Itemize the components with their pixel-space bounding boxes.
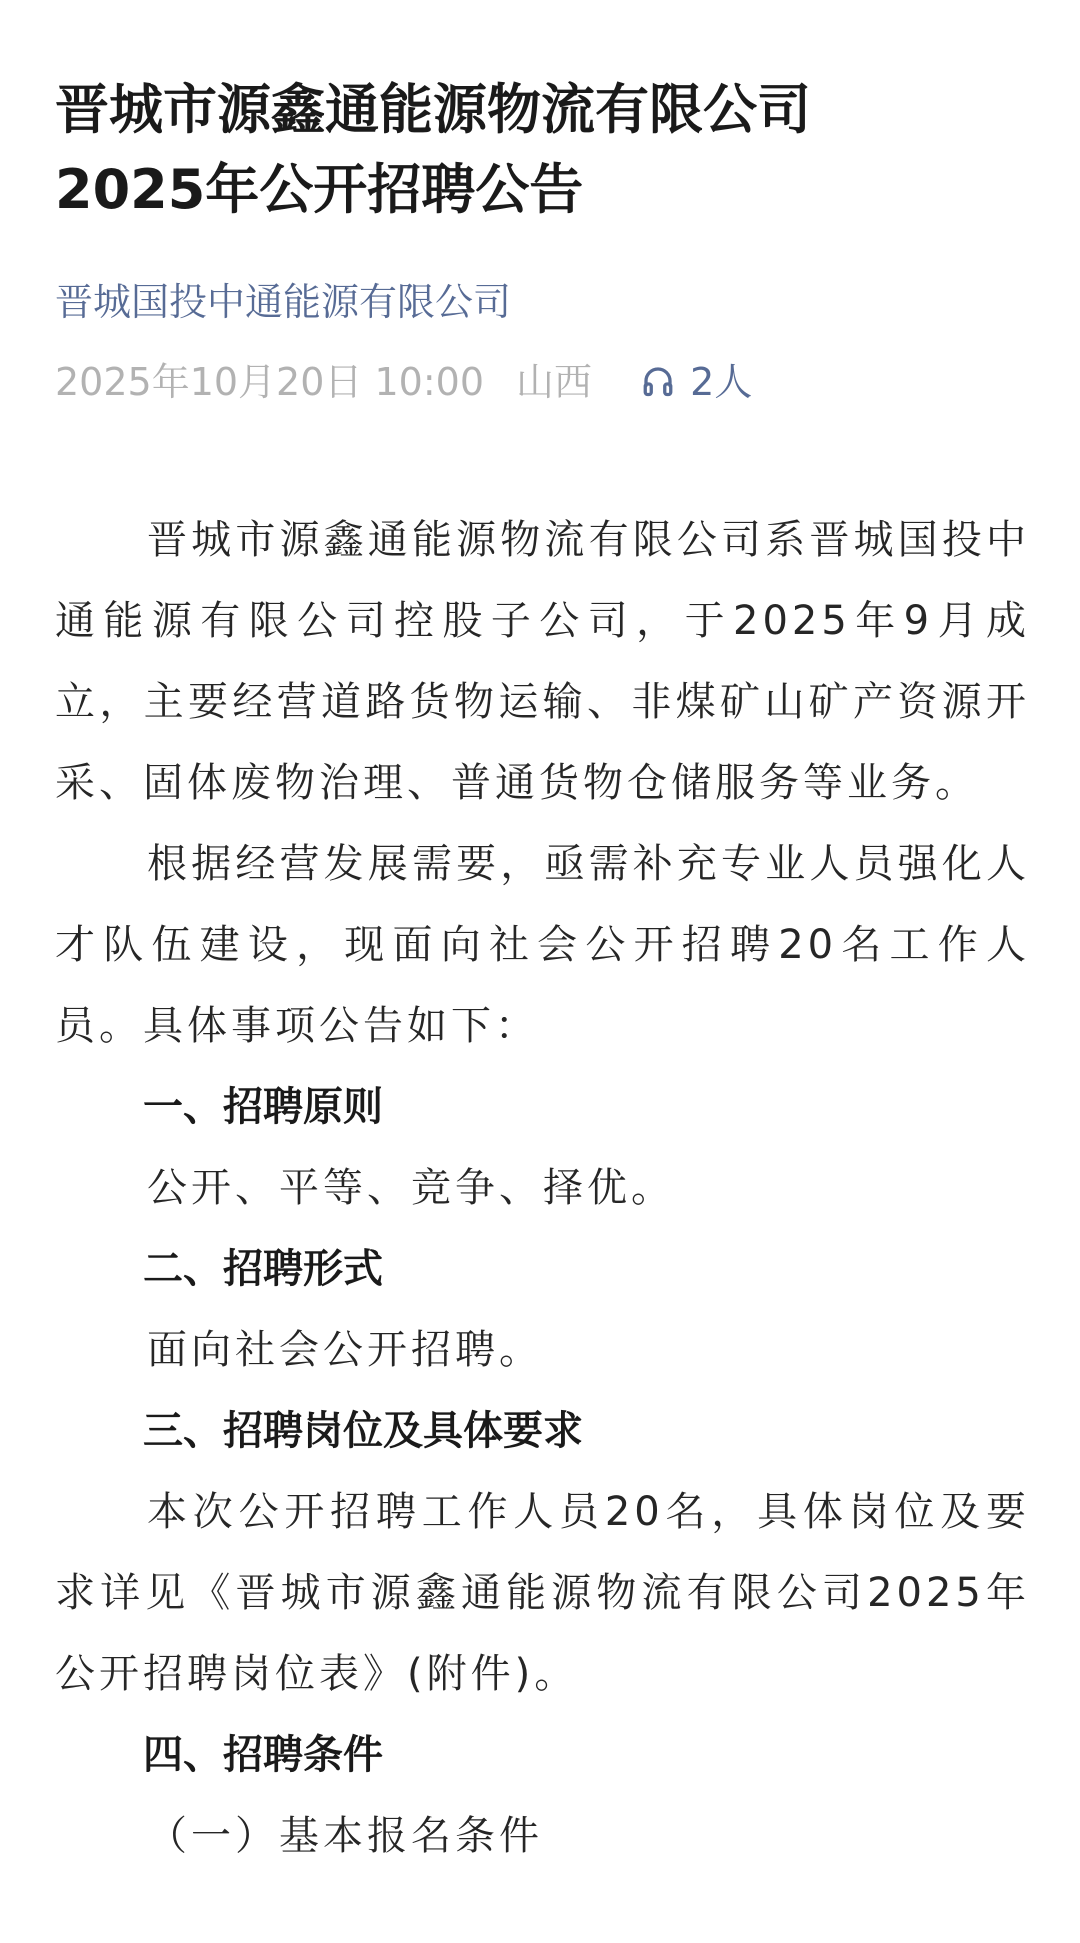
section-heading-form: 二、招聘形式 bbox=[143, 1246, 383, 1292]
title-line-2: 2025年公开招聘公告 bbox=[55, 158, 584, 221]
account-name-link[interactable]: 晋城国投中通能源有限公司 bbox=[55, 280, 512, 324]
article-meta bbox=[55, 352, 752, 412]
section-heading-conditions: 四、招聘条件 bbox=[143, 1732, 383, 1778]
section-text-form: 面向社会公开招聘。 bbox=[147, 1327, 543, 1373]
listener-count: 2人 bbox=[690, 360, 753, 404]
title-line-1: 晋城市源鑫通能源物流有限公司 bbox=[55, 78, 811, 141]
section-text-positions: 本次公开招聘工作人员20名，具体岗位及要求详见《晋城市源鑫通能源物流有限公司2025年公开招聘岗位表》(附件)。 bbox=[55, 1489, 1030, 1697]
section-heading-positions: 三、招聘岗位及具体要求 bbox=[143, 1408, 583, 1454]
section-text-principles: 公开、平等、竞争、择优。 bbox=[147, 1165, 675, 1211]
intro-paragraph-2: 根据经营发展需要，亟需补充专业人员强化人才队伍建设，现面向社会公开招聘20名工作人员。具体事项公告如下： bbox=[55, 841, 1030, 1049]
headphones-icon bbox=[640, 363, 676, 399]
publish-location: 山西 bbox=[516, 360, 593, 404]
section-heading-principles: 一、招聘原则 bbox=[143, 1084, 383, 1130]
subsection-basic-conditions: （一）基本报名条件 bbox=[147, 1813, 543, 1859]
article-title bbox=[55, 70, 1030, 230]
intro-paragraph-1: 晋城市源鑫通能源物流有限公司系晋城国投中通能源有限公司控股子公司，于2025年9月成立，主要经营道路货物运输、非煤矿山矿产资源开采、固体废物治理、普通货物仓储服务等业务。 bbox=[55, 517, 1030, 806]
listen-button[interactable] bbox=[640, 352, 752, 412]
publish-date: 2025年10月20日 10:00 bbox=[55, 360, 485, 404]
article-body bbox=[55, 500, 1030, 1877]
